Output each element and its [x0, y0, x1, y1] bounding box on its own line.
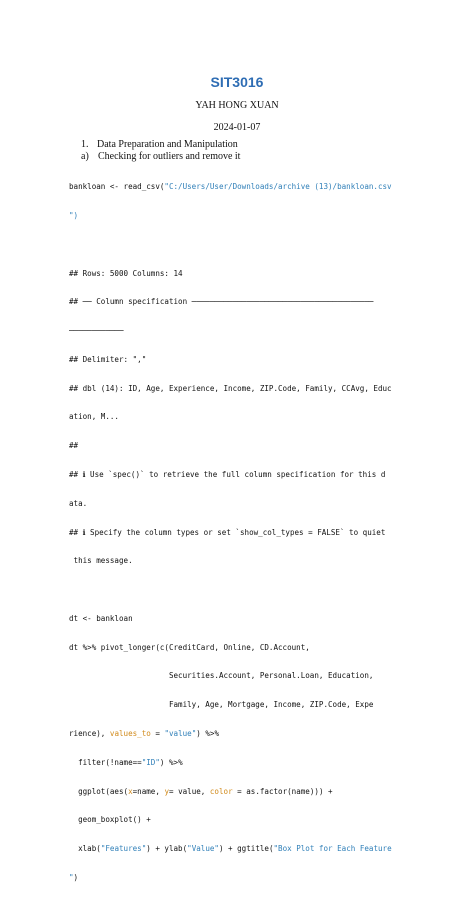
- output-line: ────────────: [69, 326, 124, 336]
- code-token: xlab(: [69, 844, 101, 854]
- code-string: "value": [164, 729, 197, 739]
- code-token: ) + ggtitle(: [218, 844, 274, 854]
- subsection-text: Checking for outliers and remove it: [98, 151, 241, 162]
- subsection-number: a): [81, 151, 89, 162]
- code-argument: values_to: [109, 729, 151, 739]
- code-argument: x: [128, 786, 133, 796]
- section-number: 1.: [81, 139, 89, 150]
- code-line: [69, 211, 405, 221]
- code-token: bankloan <- read_csv(: [69, 182, 165, 192]
- section-text: Data Preparation and Manipulation: [97, 139, 238, 150]
- section-heading: [81, 139, 238, 150]
- code-string: "C:/Users/User/Downloads/archive (13)/bankloan.csv: [164, 182, 392, 192]
- output-line: ## ── Column specification ────────────────────────────────────────: [69, 297, 374, 307]
- code-line: [69, 585, 405, 595]
- document-date: 2024-01-07: [213, 122, 261, 133]
- output-line: ata.: [69, 498, 88, 508]
- code-string: "ID": [141, 757, 160, 767]
- code-line: [69, 844, 405, 854]
- code-string: ": [69, 872, 74, 882]
- code-token: filter(!name==: [69, 757, 142, 767]
- code-line: dt %>% pivot_longer(c(CreditCard, Online, CD.Account,: [69, 642, 310, 652]
- code-token: ): [73, 872, 79, 882]
- code-token: ) %>%: [159, 757, 183, 767]
- code-string: "Features": [100, 844, 147, 854]
- code-line: Securities.Account, Personal.Loan, Education,: [69, 671, 374, 681]
- output-line: ## dbl (14): ID, Age, Experience, Income, ZIP.Code, Family, CCAvg, Educ: [69, 383, 392, 393]
- document-title: SIT3016: [210, 74, 264, 90]
- code-token: ) + ylab(: [146, 844, 188, 854]
- code-block: [69, 163, 405, 902]
- code-token: =name,: [132, 786, 165, 796]
- output-line: ation, M...: [69, 412, 119, 422]
- output-line: ## ℹ Use `spec()` to retrieve the full column specification for this d: [69, 470, 386, 479]
- output-line: ##: [69, 441, 79, 451]
- code-string: "): [69, 210, 79, 220]
- code-token: rience),: [69, 729, 110, 739]
- output-line: ## ℹ Specify the column types or set `show_col_types = FALSE` to quiet: [69, 527, 386, 537]
- code-line: [69, 873, 405, 883]
- code-line: [69, 787, 405, 797]
- code-argument: y: [164, 786, 169, 796]
- document-author: YAH HONG XUAN: [195, 100, 279, 111]
- code-line: geom_boxplot() +: [69, 815, 151, 825]
- code-line: [69, 182, 405, 192]
- code-argument: color: [209, 786, 233, 796]
- code-line: [69, 240, 405, 250]
- code-token: =: [150, 729, 165, 739]
- code-line: dt <- bankloan: [69, 613, 133, 623]
- code-token: ) %>%: [196, 729, 219, 739]
- code-token: ggplot(aes(: [69, 786, 129, 796]
- code-line: [69, 758, 405, 768]
- code-line: [69, 729, 405, 739]
- code-string: "Box Plot for Each Feature: [273, 844, 392, 854]
- code-token: = as.factor(name))) +: [232, 786, 333, 796]
- code-token: = value,: [168, 786, 210, 796]
- output-line: ## Delimiter: ",": [69, 354, 147, 364]
- code-string: "Value": [187, 844, 219, 854]
- output-line: ## Rows: 5000 Columns: 14: [69, 268, 183, 278]
- output-line: this message.: [69, 556, 133, 566]
- code-line: Family, Age, Mortgage, Income, ZIP.Code, Expe: [69, 700, 374, 710]
- subsection-heading: [81, 151, 240, 162]
